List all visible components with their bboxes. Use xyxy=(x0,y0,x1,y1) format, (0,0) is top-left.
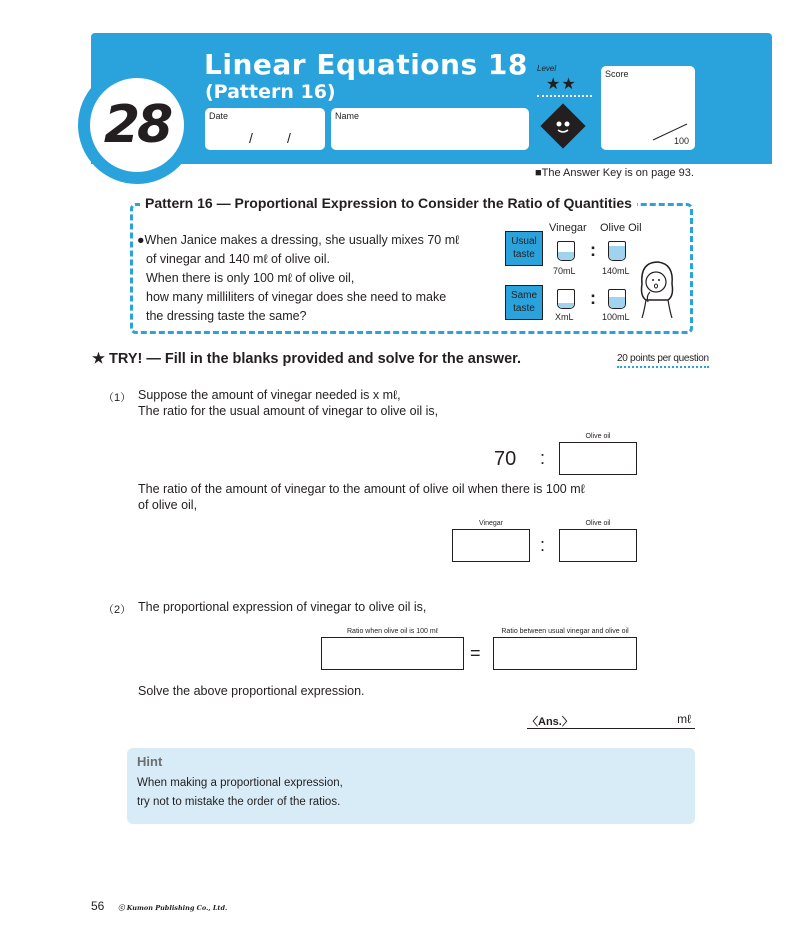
answer-key-note: ■The Answer Key is on page 93. xyxy=(535,167,694,179)
proportion-left-box[interactable] xyxy=(321,637,464,670)
answer-unit: mℓ xyxy=(677,712,691,726)
page-title: Linear Equations 18 xyxy=(204,48,528,81)
worksheet-number-inner xyxy=(90,78,184,172)
date-field[interactable] xyxy=(205,108,325,150)
level-divider xyxy=(537,95,592,97)
name-label: Name xyxy=(335,111,360,121)
question-number: （1） xyxy=(103,392,132,404)
answer-line[interactable] xyxy=(527,713,695,729)
pattern-problem xyxy=(137,231,459,326)
olive-oil-cup-icon xyxy=(608,241,626,261)
same-vinegar-amount: XmL xyxy=(555,312,574,322)
pattern-line: of vinegar and 140 mℓ of olive oil. xyxy=(146,252,331,266)
level-label: Level xyxy=(537,64,557,73)
usual-vinegar-amount: 70mL xyxy=(553,266,576,276)
vinegar-cup-icon xyxy=(557,241,575,261)
proportion-right-box[interactable] xyxy=(493,637,637,670)
question-number: （2） xyxy=(103,604,132,616)
olive-oil-cup-icon xyxy=(608,289,626,309)
name-field[interactable] xyxy=(331,108,529,150)
worksheet-number: 28 xyxy=(103,95,171,155)
ratio-100ml-label: Ratio when olive oil is 100 mℓ xyxy=(347,628,438,635)
copyright: ⓒ Kumon Publishing Co., Ltd. xyxy=(118,904,228,912)
illus-olive-oil-label: Olive Oil xyxy=(600,222,642,234)
usual-oil-amount: 140mL xyxy=(602,266,630,276)
illus-vinegar-label: Vinegar xyxy=(549,222,587,234)
points-per-question: 20 points per question xyxy=(617,353,709,368)
pattern-title: Pattern 16 — Proportional Expression to Consider the Ratio of Quantities xyxy=(140,195,637,211)
pattern-line: the dressing taste the same? xyxy=(146,309,307,323)
ratio-usual-label: Ratio between usual vinegar and olive oil xyxy=(501,628,629,635)
pattern-line: ●When Janice makes a dressing, she usually mixes 70 mℓ xyxy=(137,233,460,247)
hint-line: When making a proportional expression, xyxy=(137,777,343,789)
ratio-colon: : xyxy=(590,240,596,260)
try-heading: ★ TRY! — Fill in the blanks provided and solve for the answer. xyxy=(92,351,522,367)
pattern-line: how many milliliters of vinegar does she need to make xyxy=(146,290,447,304)
ratio-colon: : xyxy=(540,448,546,468)
vinegar-value: 70 xyxy=(494,448,517,470)
olive-oil-answer-box[interactable] xyxy=(559,529,637,562)
q1-line4: of olive oil, xyxy=(138,498,198,512)
score-max: 100 xyxy=(673,136,689,146)
date-slash: / xyxy=(249,130,253,146)
same-taste-tag: Same taste xyxy=(505,285,543,320)
vinegar-label: Vinegar xyxy=(478,520,503,527)
hint-title: Hint xyxy=(137,754,163,769)
olive-oil-answer-box[interactable] xyxy=(559,442,637,475)
usual-taste-tag: Usual taste xyxy=(505,231,543,266)
olive-oil-label: Olive oil xyxy=(585,520,611,527)
page-subtitle: (Pattern 16) xyxy=(205,81,336,103)
ratio-colon: : xyxy=(590,288,596,308)
pattern-line: When there is only 100 mℓ of olive oil, xyxy=(146,271,355,285)
answer-label: 〈Ans.〉 xyxy=(527,716,573,728)
vinegar-cup-icon xyxy=(557,289,575,309)
vinegar-answer-box[interactable] xyxy=(452,529,530,562)
q1-line3: The ratio of the amount of vinegar to the amount of olive oil when there is 100 mℓ xyxy=(138,482,585,496)
date-slash: / xyxy=(287,130,291,146)
date-label: Date xyxy=(209,111,229,121)
mascot-face-icon xyxy=(549,112,577,140)
score-label: Score xyxy=(605,69,629,79)
ratio-colon: : xyxy=(540,535,546,555)
q1-line2: The ratio for the usual amount of vinegar to olive oil is, xyxy=(138,404,439,418)
equals-sign: = xyxy=(470,643,481,663)
page-number: 56 xyxy=(91,899,105,913)
q1-line1: Suppose the amount of vinegar needed is x mℓ, xyxy=(138,388,401,402)
score-field[interactable] xyxy=(601,66,695,150)
hint-line: try not to mistake the order of the ratios. xyxy=(137,796,341,808)
level-stars: ★★ xyxy=(546,76,577,93)
olive-oil-label: Olive oil xyxy=(585,433,611,440)
q2-line2: Solve the above proportional expression. xyxy=(138,684,365,698)
same-oil-amount: 100mL xyxy=(602,312,630,322)
q2-line1: The proportional expression of vinegar to olive oil is, xyxy=(138,600,427,614)
girl-thinking-icon xyxy=(634,256,678,318)
